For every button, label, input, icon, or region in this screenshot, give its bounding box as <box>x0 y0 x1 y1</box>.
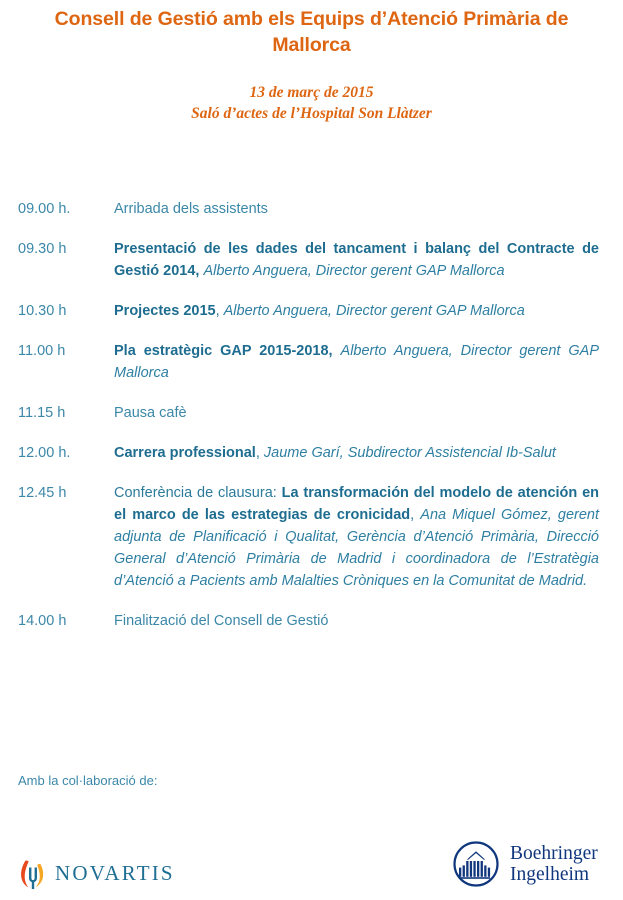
document-header <box>40 6 583 124</box>
agenda-text-segment: , <box>215 303 224 319</box>
boehringer-wordmark-line2: Ingelheim <box>510 864 590 885</box>
agenda-row-description <box>114 340 599 384</box>
agenda-row-time: 11.15 h <box>18 405 66 421</box>
agenda-row-time: 12.45 h <box>18 485 67 501</box>
agenda-row <box>18 300 599 322</box>
agenda-row-description <box>114 610 599 632</box>
agenda-text-segment: Arribada dels assistents <box>114 201 268 217</box>
agenda-row-description <box>114 198 599 220</box>
agenda-text-segment: Alberto Anguera, Director gerent GAP Mallorca <box>223 303 525 319</box>
novartis-logo <box>20 858 175 891</box>
agenda-text-segment: , <box>255 445 264 461</box>
agenda-text-segment: La transformación del modelo de atención en el marco de las estrategias de cronicidad <box>114 485 599 523</box>
agenda-row <box>18 340 599 384</box>
boehringer-wordmark <box>510 843 598 885</box>
agenda-list <box>18 198 599 632</box>
agenda-text-segment: Alberto Anguera, Director gerent GAP Mallorca <box>203 263 505 279</box>
agenda-text-segment: Pausa cafè <box>114 405 187 421</box>
agenda-row <box>18 198 599 220</box>
event-date: 13 de març de 2015 <box>249 84 374 101</box>
agenda-row <box>18 482 599 592</box>
agenda-row-time: 14.00 h <box>18 613 67 629</box>
agenda-row-time: 09.30 h <box>18 241 67 257</box>
novartis-flame-icon <box>20 858 46 891</box>
agenda-row-time: 11.00 h <box>18 343 66 359</box>
agenda-row-description <box>114 300 599 322</box>
agenda-text-segment: , <box>410 507 421 523</box>
agenda-text-segment: Presentació de les dades del tancament i balanç del Contracte de Gestió 2014, <box>114 241 599 279</box>
agenda-row <box>18 610 599 632</box>
agenda-row-time: 09.00 h. <box>18 201 71 217</box>
agenda-row-time: 12.00 h. <box>18 445 71 461</box>
agenda-row-time: 10.30 h <box>18 303 67 319</box>
boehringer-wordmark-line1: Boehringer <box>510 843 598 864</box>
agenda-row <box>18 442 599 464</box>
agenda-text-segment: Finalització del Consell de Gestió <box>114 613 329 629</box>
agenda-row-description <box>114 482 599 592</box>
agenda-text-segment: Conferència de clausura: <box>114 485 282 501</box>
boehringer-ingelheim-logo <box>452 840 598 888</box>
agenda-row <box>18 402 599 424</box>
event-details <box>40 82 583 124</box>
agenda-text-segment: Jaume Garí, Subdirector Assistencial Ib-Salut <box>263 445 556 461</box>
agenda-text-segment <box>333 343 341 359</box>
page-title: Consell de Gestió amb els Equips d’Atenció Primària de Mallorca <box>54 8 569 56</box>
boehringer-building-circle-icon <box>452 840 500 888</box>
novartis-wordmark: NOVARTIS <box>55 861 175 885</box>
collaboration-label: Amb la col·laboració de: <box>18 773 158 788</box>
agenda-text-segment: Carrera professional <box>114 445 256 461</box>
agenda-text-segment: Alberto Anguera, Director gerent GAP Mallorca <box>114 343 599 381</box>
agenda-text-segment: Pla estratègic GAP 2015-2018, <box>114 343 333 359</box>
agenda-row <box>18 238 599 282</box>
event-venue: Saló d’actes de l’Hospital Son Llàtzer <box>191 105 432 122</box>
agenda-row-description <box>114 402 599 424</box>
agenda-text-segment: Ana Miquel Gómez, gerent adjunta de Planificació i Qualitat, Gerència d’Atenció Primària, Direcció General d’Atenció Primària de Madrid i coordinadora de l’Estratègia d’Atenció a Pacients amb Malalties Cròniques en la Comunitat de Madrid. <box>114 507 599 589</box>
agenda-row-description <box>114 238 599 282</box>
agenda-row-description <box>114 442 599 464</box>
agenda-text-segment: Projectes 2015 <box>114 303 216 319</box>
